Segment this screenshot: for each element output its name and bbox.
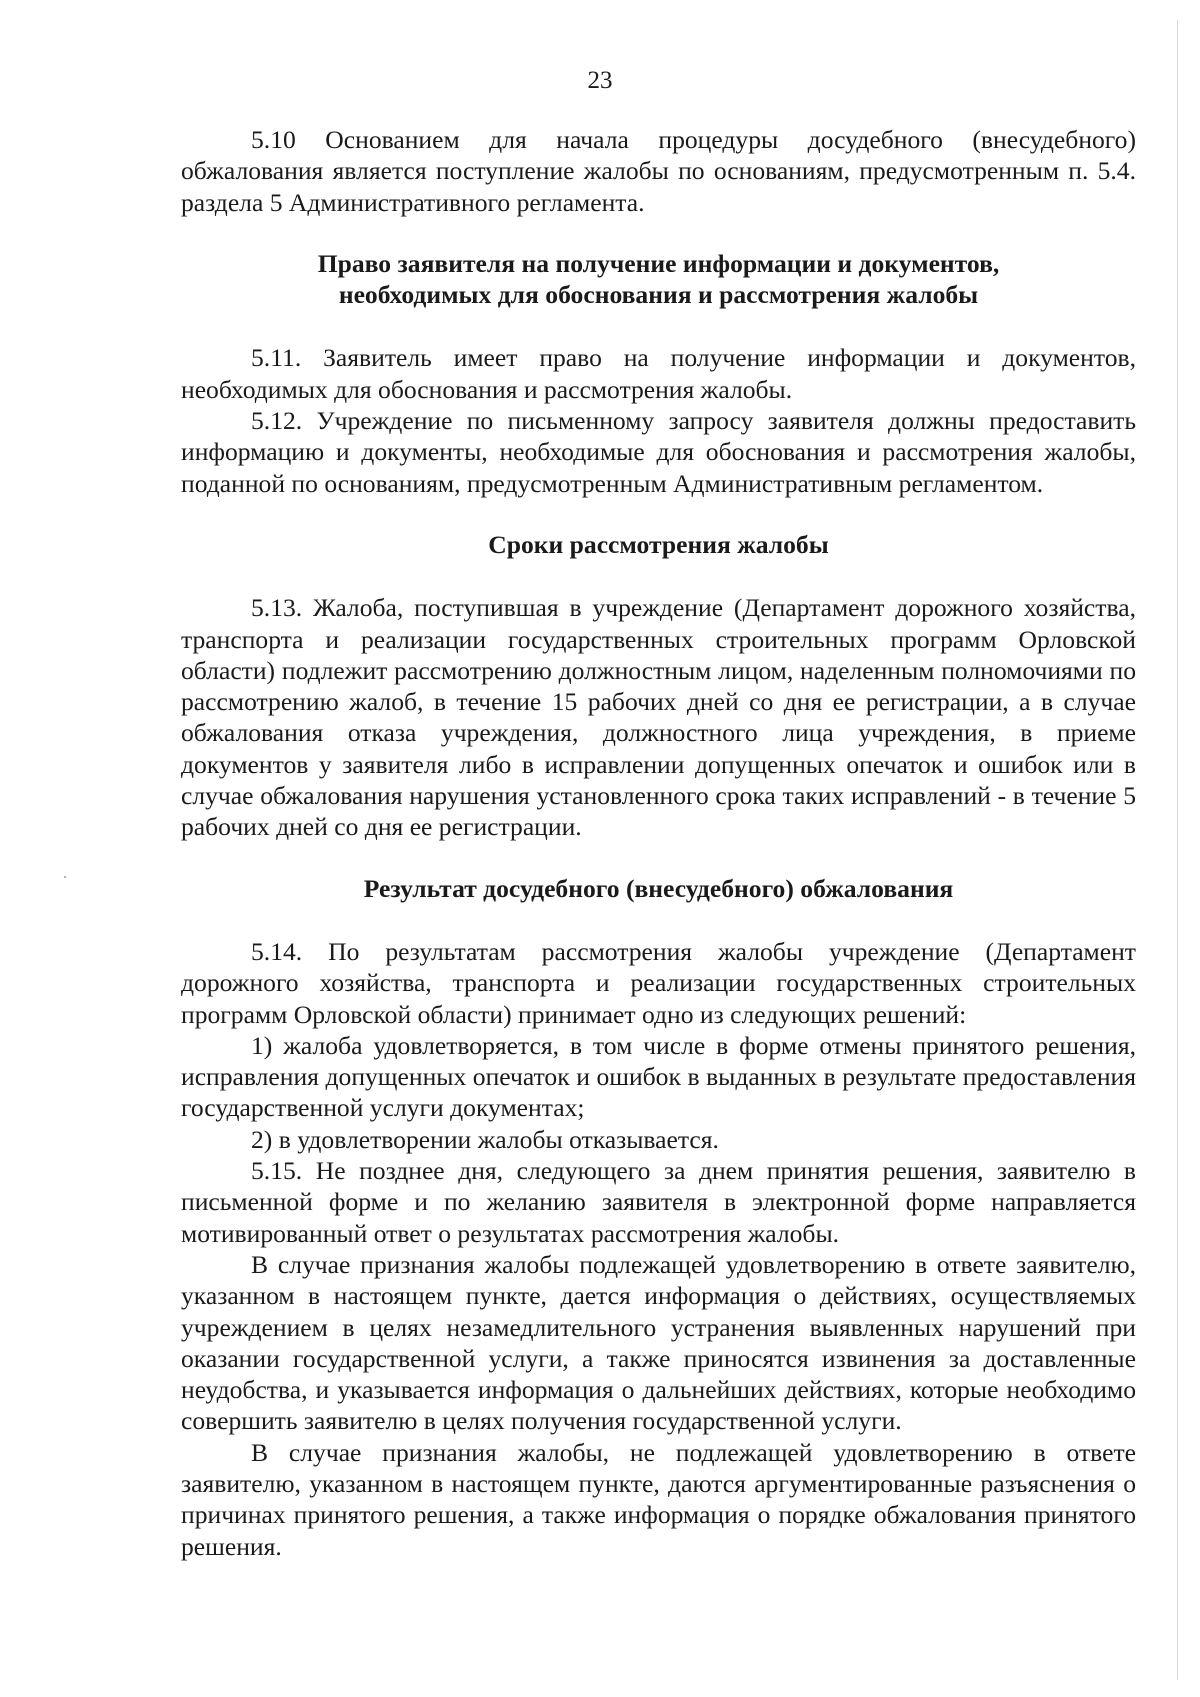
heading-line: Сроки рассмотрения жалобы — [488, 529, 829, 559]
scan-speck — [64, 876, 66, 878]
paragraph-5-13: 5.13. Жалоба, поступившая в учреждение (Департамент дорожного хозяйства, транспорта и реализации государственных строительных программ Орловской области) подлежит рассмотрению должностным лицом, наделенным полномочиями по рассмотрению жалоб, в течение 15 рабочих дней со дня ее регистрации, а в случае обжалования отказа учреждения, должностного лица учреждения, в приеме документов у заявителя либо в исправлении допущенных опечаток и ошибок или в случае обжалования нарушения установленного срока таких исправлений - в течение 5 рабочих дней со дня ее регистрации. — [181, 593, 1136, 842]
section-intro — [181, 124, 1136, 218]
document-body — [181, 124, 1136, 1562]
heading-appeal-result — [181, 873, 1136, 904]
paragraph-5-11: 5.11. Заявитель имеет право на получение информации и документов, необходимых для обоснования и рассмотрения жалобы. — [181, 343, 1136, 404]
scan-edge-line — [1177, 20, 1178, 1680]
heading-right-to-information — [181, 248, 1136, 311]
section-body — [181, 342, 1136, 498]
page-number: 23 — [587, 67, 613, 94]
section-body — [181, 936, 1136, 1562]
section-body — [181, 592, 1136, 842]
section-review-terms — [181, 529, 1136, 843]
paragraph-rejected-case: В случае признания жалобы, не подлежащей удовлетворению в ответе заявителю, указанном в настоящем пункте, даются аргументированные разъяснения о причинах принятого решения, а также информация о порядке обжалования принятого решения. — [181, 1437, 1136, 1561]
heading-line: Право заявителя на получение информации и документов, — [317, 248, 1000, 278]
paragraph-5-10: 5.10 Основанием для начала процедуры досудебного (внесудебного) обжалования является поступление жалобы по основаниям, предусмотренным п. 5.4. раздела 5 Административного регламента. — [181, 125, 1136, 217]
paragraph-item-1: 1) жалоба удовлетворяется, в том числе в форме отмены принятого решения, исправления допущенных опечаток и ошибок в выданных в результате предоставления государственной услуги документах; — [181, 1030, 1136, 1123]
section-right-to-information — [181, 248, 1136, 499]
paragraph-5-15: 5.15. Не позднее дня, следующего за днем принятия решения, заявителю в письменной форме и по желанию заявителя в электронной форме направляется мотивированный ответ о результатах рассмотрения жалобы. — [181, 1156, 1136, 1248]
paragraph-5-14: 5.14. По результатам рассмотрения жалобы учреждение (Департамент дорожного хозяйства, транспорта и реализации государственных строительных программ Орловской области) принимает одно из следующих решений: — [181, 936, 1136, 1029]
paragraph-satisfied-case: В случае признания жалобы подлежащей удовлетворению в ответе заявителю, указанном в настоящем пункте, дается информация о действиях, осуществляемых учреждением в целях незамедлительного устранения выявленных нарушений при оказании государственной услуги, а также приносятся извинения за доставленные неудобства, и указывается информация о дальнейших действиях, которые необходимо совершить заявителю в целях получения государственной услуги. — [181, 1249, 1136, 1436]
heading-line: Результат досудебного (внесудебного) обжалования — [363, 873, 954, 903]
paragraph-5-12: 5.12. Учреждение по письменному запросу заявителя должны предоставить информацию и документы, необходимые для обоснования и рассмотрения жалобы, поданной по основаниям, предусмотренным Административным регламентом. — [181, 406, 1136, 498]
heading-line: необходимых для обоснования и рассмотрения жалобы — [338, 280, 979, 310]
paragraph-item-2: 2) в удовлетворении жалобы отказывается. — [251, 1124, 719, 1154]
section-appeal-result — [181, 873, 1136, 1562]
heading-review-terms — [181, 529, 1136, 560]
